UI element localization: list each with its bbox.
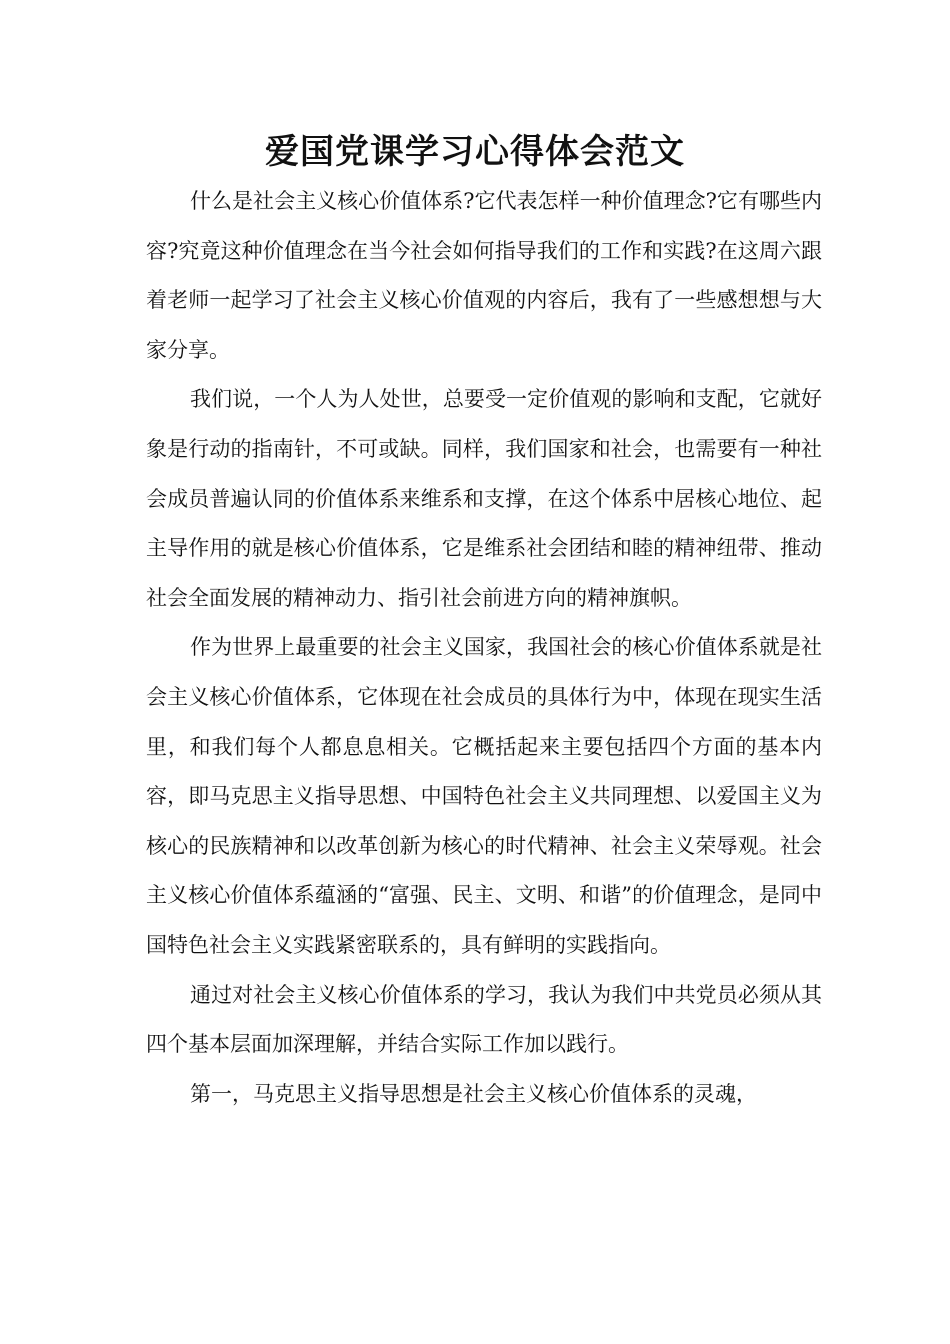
paragraph-1: 什么是社会主义核心价值体系?它代表怎样一种价值理念?它有哪些内容?究竟这种价值理念在当今社会如何指导我们的工作和实践?在这周六跟着老师一起学习了社会主义核心价值观的内容后，我有了一些感想想与大家分享。 <box>146 189 822 362</box>
paragraph-5: 第一，马克思主义指导思想是社会主义核心价值体系的灵魂， <box>190 1081 757 1106</box>
paragraph-3: 作为世界上最重要的社会主义国家，我国社会的核心价值体系就是社会主义核心价值体系，它体现在社会成员的具体行为中，体现在现实生活里，和我们每个人都息息相关。它概括起来主要包括四个方面的基本内容，即马克思主义指导思想、中国特色社会主义共同理想、以爱国主义为核心的民族精神和以改革创新为核心的时代精神、社会主义荣辱观。社会主义核心价值体系蕴涵的“富强、民主、文明、和谐”的价值理念，是同中国特色社会主义实践紧密联系的，具有鲜明的实践指向。 <box>146 635 822 957</box>
paragraph-4: 通过对社会主义核心价值体系的学习，我认为我们中共党员必须从其四个基本层面加深理解，并结合实际工作加以践行。 <box>146 982 822 1057</box>
document-body <box>146 177 822 1119</box>
document-title: 爱国党课学习心得体会范文 <box>265 132 685 172</box>
paragraph-2: 我们说，一个人为人处世，总要受一定价值观的影响和支配，它就好象是行动的指南针，不可或缺。同样，我们国家和社会，也需要有一种社会成员普遍认同的价值体系来维系和支撑，在这个体系中居核心地位、起主导作用的就是核心价值体系，它是维系社会团结和睦的精神纽带、推动社会全面发展的精神动力、指引社会前进方向的精神旗帜。 <box>146 387 822 610</box>
